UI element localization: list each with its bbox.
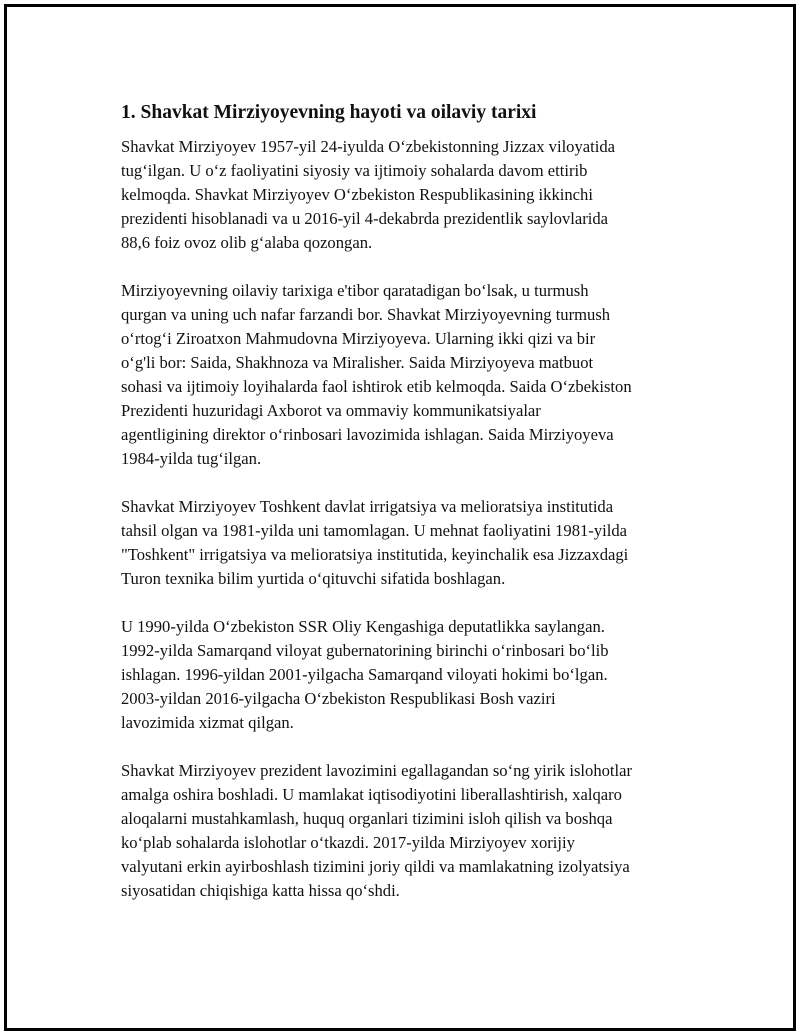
text-line: "Toshkent" irrigatsiya va melioratsiya institutida, keyinchalik esa Jizzaxdagi <box>121 545 629 564</box>
text-line: Mirziyoyevning oilaviy tarixiga e'tibor qaratadigan bo‘lsak, u turmush <box>121 281 589 300</box>
text-line: Prezidenti huzuridagi Axborot va ommaviy kommunikatsiyalar <box>121 401 541 420</box>
text-line: Shavkat Mirziyoyev 1957-yil 24-iyulda O‘zbekistonning Jizzax viloyatida <box>121 137 616 156</box>
text-line: 88,6 foiz ovoz olib g‘alaba qozongan. <box>121 233 373 252</box>
paragraph-education <box>121 495 681 591</box>
section-heading: 1. Shavkat Mirziyoyevning hayoti va oilaviy tarixi <box>121 102 537 123</box>
paragraph-family <box>121 279 681 471</box>
text-line: Turon texnika bilim yurtida o‘qituvchi sifatida boshlagan. <box>121 569 506 588</box>
text-line: kelmoqda. Shavkat Mirziyoyev O‘zbekiston Respublikasining ikkinchi <box>121 185 593 204</box>
text-line: tahsil olgan va 1981-yilda uni tamomlagan. U mehnat faoliyatini 1981-yilda <box>121 521 627 540</box>
text-line: U 1990-yilda O‘zbekiston SSR Oliy Kengashiga deputatlikka saylangan. <box>121 617 605 636</box>
text-line: prezidenti hisoblanadi va u 2016-yil 4-dekabrda prezidentlik saylovlarida <box>121 209 609 228</box>
text-line: tug‘ilgan. U o‘z faoliyatini siyosiy va ijtimoiy sohalarda davom ettirib <box>121 161 588 180</box>
text-line: o‘rtog‘i Ziroatxon Mahmudovna Mirziyoyeva. Ularning ikki qizi va bir <box>121 329 596 348</box>
text-line: 1984-yilda tug‘ilgan. <box>121 449 262 468</box>
paragraph-career <box>121 615 681 735</box>
text-line: amalga oshira boshladi. U mamlakat iqtisodiyotini liberallashtirish, xalqaro <box>121 785 622 804</box>
text-line: valyutani erkin ayirboshlash tizimini joriy qildi va mamlakatning izolyatsiya <box>121 857 630 876</box>
text-line: ko‘plab sohalarda islohotlar o‘tkazdi. 2017-yilda Mirziyoyev xorijiy <box>121 833 575 852</box>
text-line: ishlagan. 1996-yildan 2001-yilgacha Samarqand viloyati hokimi bo‘lgan. <box>121 665 608 684</box>
text-line: agentligining direktor o‘rinbosari lavozimida ishlagan. Saida Mirziyoyeva <box>121 425 614 444</box>
paragraph-reforms <box>121 759 681 903</box>
text-line: 1992-yilda Samarqand viloyat gubernatorining birinchi o‘rinbosari bo‘lib <box>121 641 609 660</box>
page-border <box>4 4 796 1031</box>
text-line: sohasi va ijtimoiy loyihalarda faol ishtirok etib kelmoqda. Saida O‘zbekiston <box>121 377 632 396</box>
text-line: siyosatidan chiqishiga katta hissa qo‘shdi. <box>121 881 400 900</box>
paragraph-biography <box>121 135 681 255</box>
text-line: lavozimida xizmat qilgan. <box>121 713 294 732</box>
text-line: Shavkat Mirziyoyev Toshkent davlat irrigatsiya va melioratsiya institutida <box>121 497 614 516</box>
text-line: 2003-yildan 2016-yilgacha O‘zbekiston Respublikasi Bosh vaziri <box>121 689 556 708</box>
text-line: aloqalarni mustahkamlash, huquq organlari tizimini isloh qilish va boshqa <box>121 809 613 828</box>
document-body <box>121 101 681 903</box>
text-line: o‘g'li bor: Saida, Shakhnoza va Miralisher. Saida Mirziyoyeva matbuot <box>121 353 594 372</box>
text-line: Shavkat Mirziyoyev prezident lavozimini egallagandan so‘ng yirik islohotlar <box>121 761 633 780</box>
text-line: qurgan va uning uch nafar farzandi bor. Shavkat Mirziyoyevning turmush <box>121 305 611 324</box>
